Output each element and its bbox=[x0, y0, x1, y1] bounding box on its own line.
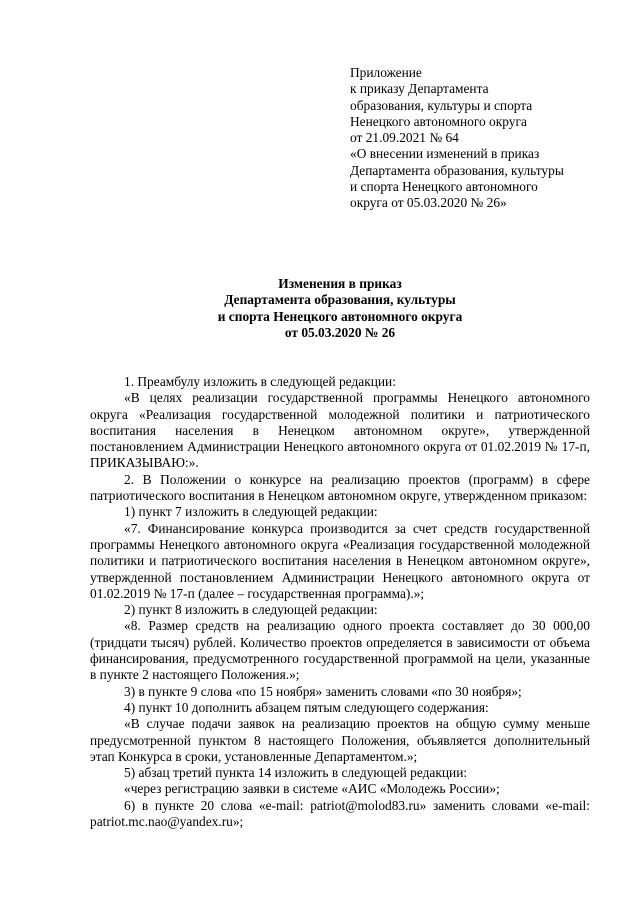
title-line: и спорта Ненецкого автономного округа bbox=[217, 308, 463, 324]
paragraph-clause-14-text: «через регистрацию заявки в системе «АИС «Молодежь России»; bbox=[124, 781, 500, 797]
document-title bbox=[90, 276, 590, 341]
appendix-line: «О внесении изменений в приказ bbox=[350, 146, 540, 162]
appendix-line: к приказу Департамента bbox=[350, 81, 489, 97]
title-line: Департамента образования, культуры bbox=[224, 292, 456, 308]
appendix-block bbox=[350, 65, 600, 212]
paragraph-clause-7: «7. Финансирование конкурса производится за счет средств государственной программы Ненецкого автономного округа «Реализация государственной молодежной политики и патриотического воспитания населения в Ненецком автономном округе», утвержденной постановлением Администрации Ненецкого автономного округа от 01.02.2019 № 17-п (далее – государственная программа).»; bbox=[90, 520, 590, 601]
paragraph-subitem-5: 5) абзац третий пункта 14 изложить в следующей редакции: bbox=[124, 765, 468, 781]
paragraph-item-1: 1. Преамбулу изложить в следующей редакции: bbox=[124, 374, 396, 389]
appendix-line: Приложение bbox=[350, 65, 422, 80]
paragraph-subitem-4: 4) пункт 10 дополнить абзацем пятым следующего содержания: bbox=[124, 699, 489, 715]
appendix-line: Ненецкого автономного округа bbox=[350, 113, 527, 129]
paragraph-item-2: 2. В Положении о конкурсе на реализацию проектов (программ) в сфере патриотического воспитания в Ненецком автономном округе, утвержденном приказом: bbox=[90, 471, 590, 504]
paragraph-subitem-2: 2) пункт 8 изложить в следующей редакции: bbox=[124, 602, 378, 618]
appendix-line: от 21.09.2021 № 64 bbox=[350, 130, 459, 146]
appendix-line: образования, культуры и спорта bbox=[350, 97, 533, 113]
paragraph-subitem-3: 3) в пункте 9 слова «по 15 ноября» заменить словами «по 30 ноября»; bbox=[124, 683, 522, 699]
title-line: Изменения в приказ bbox=[278, 276, 402, 291]
paragraph-clause-8: «8. Размер средств на реализацию одного проекта составляет до 30 000,00 (тридцати тысяч) рублей. Количество проектов определяется в зависимости от объема финансирования, предусмотренного государственной программой на цели, указанные в пункте 2 настоящего Положения.»; bbox=[90, 618, 590, 683]
paragraph-subitem-6: 6) в пункте 20 слова «e-mail: patriot@molod83.ru» заменить словами «e-mail: patriot.mc.nao@yandex.ru»; bbox=[90, 797, 590, 830]
paragraph-preamble: «В целях реализации государственной программы Ненецкого автономного округа «Реализация государственной молодежной политики и патриотического воспитания населения в Ненецком автономном округе», утвержденной постановлением Администрации Ненецкого автономного округа от 01.02.2019 № 17-п, ПРИКАЗЫВАЮ:». bbox=[90, 390, 590, 471]
appendix-line: Департамента образования, культуры bbox=[350, 162, 564, 178]
document-body bbox=[90, 374, 590, 830]
title-line: от 05.03.2020 № 26 bbox=[284, 324, 396, 340]
appendix-line: и спорта Ненецкого автономного bbox=[350, 179, 538, 195]
paragraph-clause-10-addition: «В случае подачи заявок на реализацию проектов на общую сумму меньше предусмотренной пунктом 8 настоящего Положения, объявляется дополнительный этап Конкурса в сроки, установленные Департаментом.»; bbox=[90, 716, 590, 764]
appendix-line: округа от 05.03.2020 № 26» bbox=[350, 195, 507, 211]
paragraph-subitem-1: 1) пункт 7 изложить в следующей редакции: bbox=[124, 504, 378, 520]
